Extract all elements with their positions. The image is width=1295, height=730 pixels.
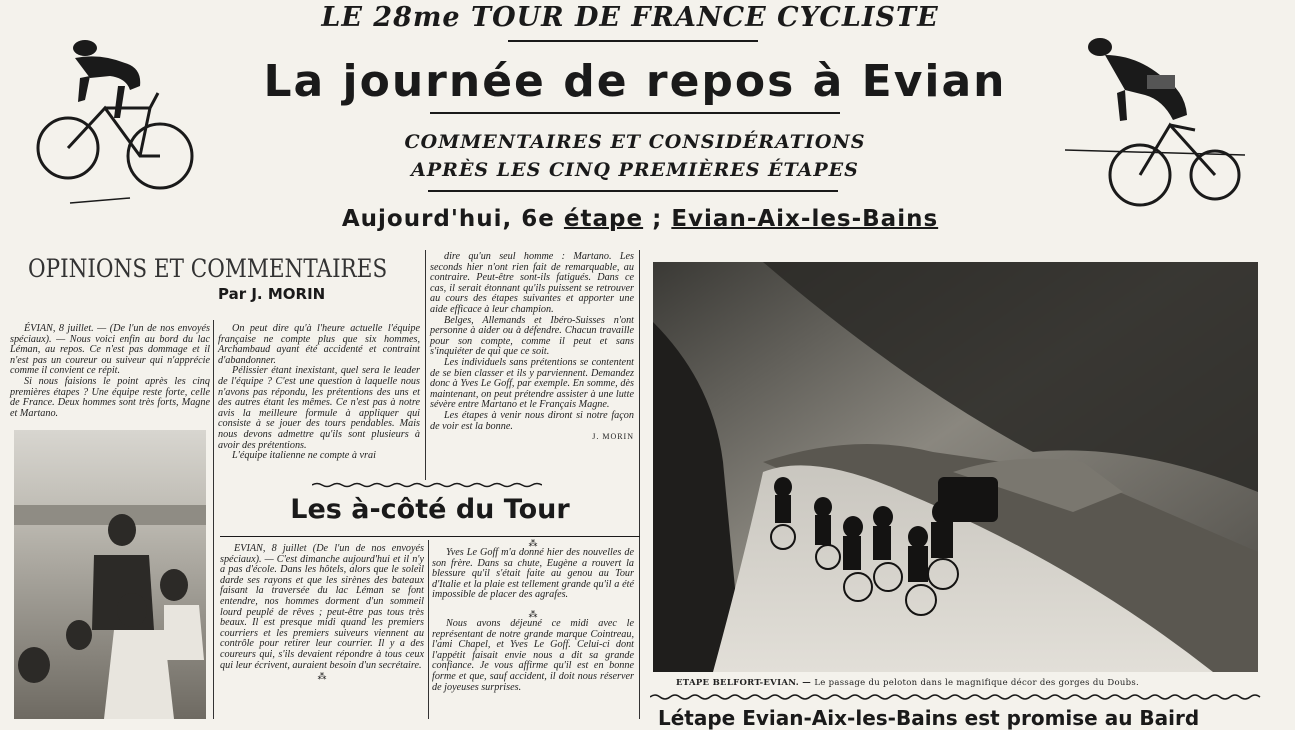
opinions-col-2	[218, 324, 420, 462]
caption-text: Le passage du peloton dans le magnifique décor des gorges du Doubs.	[814, 678, 1140, 688]
column-rule	[428, 540, 429, 719]
subheadline-2: APRÈS LES CINQ PREMIÈRES ÉTAPES	[411, 159, 859, 181]
stage-headline	[220, 206, 1060, 232]
kicker-headline: LE 28me TOUR DE FRANCE CYCLISTE	[321, 2, 939, 33]
caption-lead: ETAPE BELFORT-EVIAN. —	[676, 678, 812, 688]
paragraph: Les étapes à venir nous diront si notre façon de voir est la bonne.	[430, 409, 634, 432]
asterism: ⁂	[528, 538, 538, 548]
photo-caption	[676, 678, 1256, 688]
paragraph: Si nous faisions le point après les cinq premières étapes ? Une équipe reste forte, celle de France. Deux hommes sont très forts, Magne et Martano.	[10, 375, 210, 419]
peloton-photo	[653, 262, 1258, 672]
title-rule	[430, 112, 840, 114]
wavy-rule-bottom	[650, 693, 1265, 701]
paragraph: Les individuels sans prétentions se contentent de se bien classer et ils y parviennent. Demandez donc à Yves Le Goff, par exemple. En somme, dès maintenant, on peut prétendre assister à une lutte sévère entre Martano et le Français Magne.	[430, 356, 634, 411]
paragraph: Yves Le Goff m'a donné hier des nouvelles de son frère. Dans sa chute, Eugène a rouvert la blessure qu'il s'était faite au genou au Tour d'Italie et la plaie est tellement grande qu'il a été impossible de placer des agrafes.	[432, 547, 634, 601]
stage-separator: ;	[652, 206, 663, 232]
acote-title: Les à-côté du Tour	[290, 494, 570, 525]
paragraph: dire qu'un seul homme : Martano. Les seconds hier n'ont rien fait de remarquable, au contraire. Peut-être sont-ils fatigués. Dans ce cas, il serait étonnant qu'ils puissent se retrouver au cours des étapes suivantes et apporter une aide efficace à leur champion.	[430, 251, 634, 315]
paragraph: ÉVIAN, 8 juillet. — (De l'un de nos envoyés spéciaux). — Nous voici enfin au bord du lac Léman, au repos. Ce n'est pas dommage et il n'est pas un coureur ou suiveur qui n'apprécie comme il convient ce répit.	[10, 323, 210, 377]
column-rule	[425, 250, 426, 480]
paragraph: EVIAN, 8 juillet (De l'un de nos envoyés spéciaux). — C'est dimanche aujourd'hui et il n'y a pas d'école. Dans les hôtels, alors que le soleil darde ses rayons et que les sirènes des bateaux faisant la traversée du lac Léman se font entendre, nos hommes dorment d'un sommeil lourd peuplé de rêves ; peut-être pas tous très beaux. Il est presque midi quand les premiers courriers et les premiers suiveurs viennent au contrôle pour retirer leur courrier. Il y a des coureurs qui, s'ils devaient répondre à tous ceux qui leur écrivent, auraient besoin d'un secrétaire.	[220, 543, 424, 671]
signature: J. MORIN	[592, 432, 634, 442]
stage-route: Evian-Aix-les-Bains	[671, 206, 939, 232]
main-headline: La journée de repos à Evian	[263, 56, 1007, 107]
paragraph: Pélissier étant inexistant, quel sera le leader de l'équipe ? C'est une question à laquelle nous n'avons pas répondu, les prétentions des uns et des autres étant les mêmes. Ce n'est pas à notre avis la meilleure formule à appliquer qui consiste à se jouer des tours pendables. Mais nous devons admettre qu'ils sont plusieurs à avoir des prétentions.	[218, 365, 420, 451]
stage-prefix: Aujourd'hui, 6e	[341, 206, 555, 232]
paragraph: Belges, Allemands et Ibéro-Suisses n'ont personne à aider ou à défendre. Chacun travaille pour son compte, comme il peut et sans s'inquiéter de qui que ce soit.	[430, 314, 634, 358]
cyclist-illustration-left	[30, 38, 210, 208]
paragraph: L'équipe italienne ne compte à vrai	[232, 450, 376, 462]
cyclist-illustration-right	[1065, 35, 1250, 225]
kicker-rule	[508, 40, 758, 42]
subheadline-1: COMMENTAIRES ET CONSIDÉRATIONS	[404, 131, 866, 153]
asterism: ⁂	[528, 608, 538, 619]
opinions-col-3	[430, 252, 634, 443]
paragraph: On peut dire qu'à l'heure actuelle l'équipe française ne compte plus que six hommes, Archambaud ayant été accidenté et contraint d'abandonner.	[218, 323, 420, 366]
paragraph: Nous avons déjeuné ce midi avec le représentant de notre grande marque Cointreau, l'ami Chapel, et Yves Le Goff. Celui-ci dont l'appétit faisait envie nous a dit sa grande confiance. Je vous affirme qu'il est en bonne forme et que, sauf accident, il doit nous réserver de joyeuses surprises.	[432, 617, 634, 693]
opinions-title: OPINIONS ET COMMENTAIRES	[28, 254, 388, 283]
acote-col-1	[220, 544, 424, 681]
opinions-byline: Par J. MORIN	[218, 285, 326, 303]
acote-rule	[220, 536, 640, 537]
riders-group-photo	[14, 430, 206, 719]
column-rule	[213, 320, 214, 719]
column-rule	[639, 250, 640, 719]
bottom-headline: Létape Evian-Aix-les-Bains est promise au Baird	[658, 706, 1200, 730]
stage-word: étape	[563, 206, 644, 232]
asterism: ⁂	[317, 671, 327, 682]
acote-col-2	[432, 538, 634, 693]
opinions-col-1	[10, 324, 210, 419]
wavy-rule	[312, 482, 542, 488]
sub-rule	[428, 190, 838, 192]
